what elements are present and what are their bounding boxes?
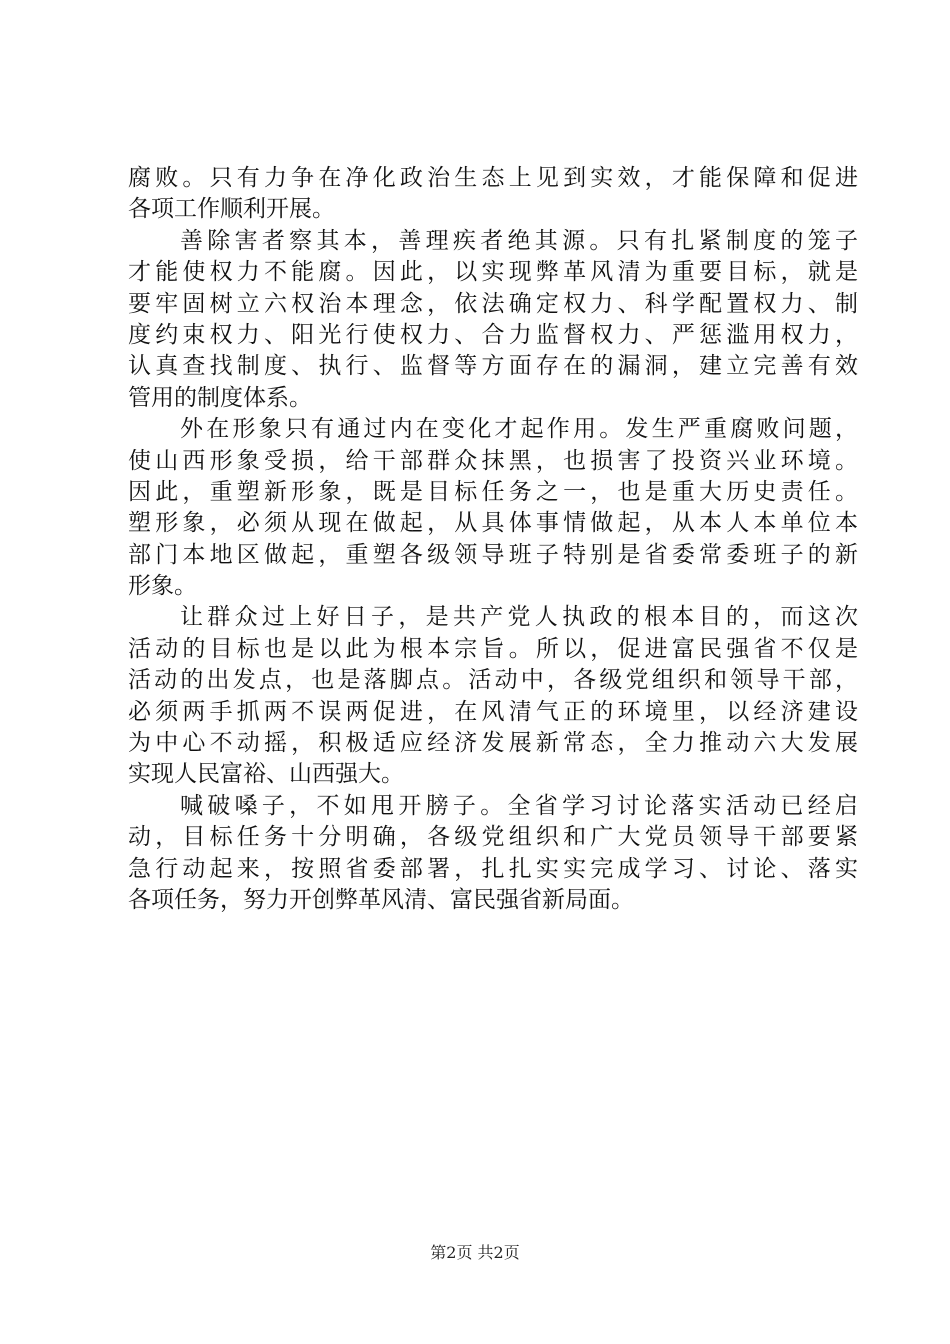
text-line: 善除害者察其本，善理疾者绝其源。只有扎紧制度的笼子 [180,227,858,254]
text-line: 活动的目标也是以此为根本宗旨。所以，促进富民强省不仅是 [128,635,858,662]
text-line: 管用的制度体系。 [128,384,312,411]
text-line: 塑形象，必须从现在做起，从具体事情做起，从本人本单位本 [128,510,858,537]
text-line: 各项任务，努力开创弊革风清、富民强省新局面。 [128,886,634,913]
text-line: 让群众过上好日子，是共产党人执政的根本目的，而这次 [180,604,858,631]
text-line: 喊破嗓子，不如甩开膀子。全省学习讨论落实活动已经启 [180,792,858,819]
text-line: 因此，重塑新形象，既是目标任务之一，也是重大历史责任。 [128,478,858,505]
text-line: 活动的出发点，也是落脚点。活动中，各级党组织和领导干部， [128,667,858,694]
text-line: 使山西形象受损，给干部群众抹黑，也损害了投资兴业环境。 [128,447,858,474]
text-line: 各项工作顺利开展。 [128,196,335,223]
text-line: 实现人民富裕、山西强大。 [128,761,404,788]
text-line: 外在形象只有通过内在变化才起作用。发生严重腐败问题， [180,416,858,443]
text-line: 认真查找制度、执行、监督等方面存在的漏洞，建立完善有效 [128,353,858,380]
document-body [128,163,858,916]
text-line: 度约束权力、阳光行使权力、合力监督权力、严惩滥用权力， [128,321,858,348]
text-line: 动，目标任务十分明确，各级党组织和广大党员领导干部要紧 [128,824,858,851]
text-line: 形象。 [128,573,197,600]
page-footer: 第2页 共2页 [430,1243,520,1262]
text-line: 急行动起来，按照省委部署，扎扎实实完成学习、讨论、落实 [128,855,858,882]
text-line: 部门本地区做起，重塑各级领导班子特别是省委常委班子的新 [128,541,858,568]
text-line: 才能使权力不能腐。因此，以实现弊革风清为重要目标，就是 [128,259,858,286]
text-line: 必须两手抓两不误两促进，在风清气正的环境里，以经济建设 [128,698,858,725]
text-line: 为中心不动摇，积极适应经济发展新常态，全力推动六大发展 [128,730,858,757]
text-line: 腐败。只有力争在净化政治生态上见到实效，才能保障和促进 [128,165,858,191]
text-line: 要牢固树立六权治本理念，依法确定权力、科学配置权力、制 [128,290,858,317]
